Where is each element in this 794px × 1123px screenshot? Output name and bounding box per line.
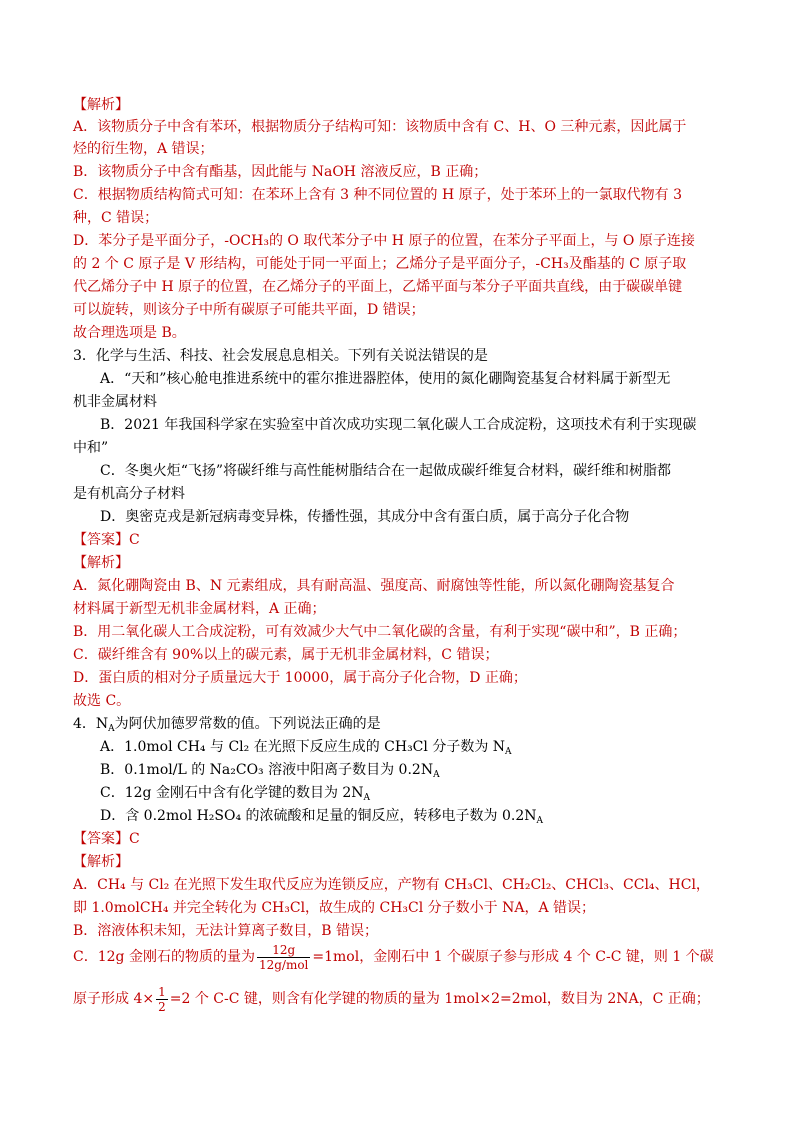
analysis-line: 故合理选项是 B。 — [73, 325, 186, 341]
analysis-heading: 【解析】 — [73, 97, 129, 113]
q3-analysis-line: C．碳纤维含有 90%以上的碳元素，属于无机非金属材料，C 错误； — [73, 647, 499, 663]
fraction: $\frac{12g}{\text{12g/mol}}$ — [258, 942, 309, 972]
q4-option-a: A．1.0mol CH₄ 与 Cl₂ 在光照下反应生成的 CH₃Cl 分子数为 $N_A$ — [100, 739, 512, 757]
q3-option-b: B．2021 年我国科学家在实验室中首次成功实现二氧化碳人工合成淀粉，这项技术有利于实现碳 — [100, 417, 697, 433]
q3-option-a-cont: 机非金属材料 — [73, 394, 157, 410]
analysis-line: 代乙烯分子中 H 原子的位置，在乙烯分子的平面上，乙烯平面与苯分子平面共直线，由于碳碳单键 — [73, 279, 683, 295]
q4-analysis-line: B．溶液体积未知，无法计算离子数目，B 错误； — [73, 923, 379, 939]
q4-analysis-line-c2: 原子形成 4× $\frac{1}{2}$ =2 个 C-C 键，则含有化学键的物质的量为 1mol×2=2mol，数目为 2NA，C 正确； — [73, 984, 710, 1014]
q4-analysis-line-c: C．12g 金刚石的物质的量为 $\frac{12g}{\text{12g/mol}}$ =1mol，金刚石中 1 个碳原子参与形成 4 个 C-C 键，则 1 个碳 — [73, 942, 714, 972]
analysis-line: A．该物质分子中含有苯环，根据物质分子结构可知：该物质中含有 C、H、O 三种元素，因此属于 — [73, 119, 687, 135]
analysis-line: 种，C 错误； — [73, 210, 159, 226]
analysis-line: 烃的衍生物，A 错误； — [73, 141, 214, 157]
q3-analysis-line: D．蛋白质的相对分子质量远大于 10000，属于高分子化合物，D 正确； — [73, 670, 527, 686]
question-3-stem: 3．化学与生活、科技、社会发展息息相关。下列有关说法错误的是 — [73, 348, 488, 364]
q4-option-d: D．含 0.2mol H₂SO₄ 的浓硫酸和足量的铜反应，转移电子数为 $0.2N_A$ — [100, 808, 543, 826]
q3-option-a: A．“天和”核心舱电推进系统中的霍尔推进器腔体，使用的氮化硼陶瓷基复合材料属于新型无 — [100, 371, 671, 387]
q4-analysis-line: A．CH₄ 与 Cl₂ 在光照下发生取代反应为连锁反应，产物有 CH₃Cl、CH₂Cl₂、CHCl₃、CCl₄、HCl， — [73, 877, 710, 893]
q3-analysis-line: B．用二氧化碳人工合成淀粉，可有效减少大气中二氧化碳的含量，有利于实现“碳中和”，B 正确； — [73, 624, 687, 640]
analysis-line: D．苯分子是平面分子，-OCH₃的 O 取代苯分子中 H 原子的位置，在苯分子平面上，与 O 原子连接 — [73, 233, 695, 249]
q3-option-c: C．冬奥火炬“飞扬”将碳纤维与高性能树脂结合在一起做成碳纤维复合材料，碳纤维和树脂都 — [100, 463, 672, 479]
analysis-line: C．根据物质结构简式可知：在苯环上含有 3 种不同位置的 H 原子，处于苯环上的一氯取代物有 3 — [73, 187, 682, 203]
question-4-stem: 4．$N_A$为阿伏加德罗常数的值。下列说法正确的是 — [73, 716, 381, 734]
q4-answer: 【答案】C — [73, 831, 140, 847]
analysis-line: B．该物质分子中含有酯基，因此能与 NaOH 溶液反应，B 正确； — [73, 164, 488, 180]
q3-analysis-line: 故选 C。 — [73, 693, 131, 709]
q3-option-b-cont: 中和” — [73, 440, 109, 456]
q4-analysis-heading: 【解析】 — [73, 854, 129, 870]
q4-option-b: B．0.1mol/L 的 Na₂CO₃ 溶液中阳离子数目为 $0.2N_A$ — [100, 762, 440, 780]
q3-analysis-line: A．氮化硼陶瓷由 B、N 元素组成，具有耐高温、强度高、耐腐蚀等性能，所以氮化硼陶瓷基复合 — [73, 578, 675, 594]
q3-analysis-heading: 【解析】 — [73, 555, 129, 571]
q4-analysis-line: 即 1.0molCH₄ 并完全转化为 CH₃Cl，故生成的 CH₃Cl 分子数小于 NA，A 错误； — [73, 900, 596, 916]
q3-option-d: D．奥密克戎是新冠病毒变异株，传播性强，其成分中含有蛋白质，属于高分子化合物 — [100, 509, 630, 525]
q3-analysis-line: 材料属于新型无机非金属材料，A 正确； — [73, 601, 326, 617]
fraction: $\frac{1}{2}$ — [158, 984, 166, 1014]
analysis-line: 可以旋转，则该分子中所有碳原子可能共平面，D 错误； — [73, 302, 425, 318]
analysis-line: 的 2 个 C 原子是 V 形结构，可能处于同一平面上；乙烯分子是平面分子，-CH₃及酯基的 C 原子取 — [73, 256, 687, 272]
q3-answer: 【答案】C — [73, 532, 140, 548]
q4-option-c: C．12g 金刚石中含有化学键的数目为 $2N_A$ — [100, 785, 371, 803]
q3-option-c-cont: 是有机高分子材料 — [73, 486, 185, 502]
